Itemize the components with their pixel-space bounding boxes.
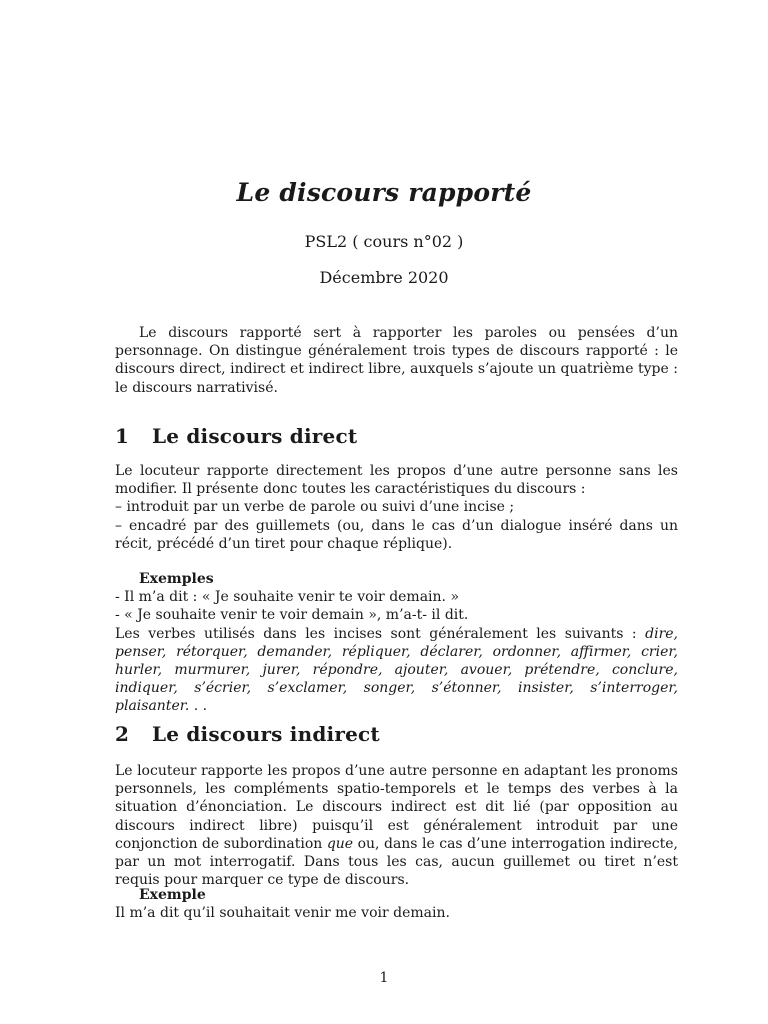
- verbs-list: dire, penser, rétorquer, demander, répliquer, déclarer, ordonner, affirmer, crier, hurler, murmurer, jurer, répondre, ajouter, avouer, prétendre, conclure, indiquer, s’écrier, s’exclamer, songer, s’étonner, insister, s’interroger, plaisanter. . .: [115, 625, 678, 715]
- section-2-body: [115, 762, 678, 889]
- page-number: 1: [379, 970, 389, 986]
- abstract-paragraph: Le discours rapporté sert à rapporter les paroles ou pensées d’un personnage. On distingue généralement trois types de discours rapporté : le discours direct, indirect et indirect libre, auxquels s’ajoute un quatrième type : le discours narrativisé.: [115, 325, 678, 396]
- example-1: - Il m’a dit : « Je souhaite venir te voir demain. »: [115, 589, 460, 606]
- section-1-bullet-2: – encadré par des guillemets (ou, dans le cas d’un dialogue inséré dans un récit, précédé d’un tiret pour chaque réplique).: [115, 517, 678, 552]
- examples-label: Exemples: [139, 571, 214, 587]
- section-2-heading: [115, 722, 380, 746]
- section-1-examples: [115, 570, 678, 716]
- verbs-intro: Les verbes utilisés dans les incises sont généralement les suivants :: [115, 625, 637, 642]
- example-sentence: Il m’a dit qu’il souhaitait venir me voir demain.: [115, 905, 450, 922]
- section-1-body: [115, 462, 678, 553]
- section-1-intro: Le locuteur rapporte directement les propos d’une autre personne sans les modifier. Il présente donc toutes les caractéristiques du discours :: [115, 463, 678, 498]
- document-date: Décembre 2020: [319, 268, 449, 287]
- section-2-text-part-2: ou, dans le cas d’une interrogation indirecte, par un mot interrogatif. Dans tous les cas, aucun guillemet ou tiret n’est requis pour marquer ce type de discours.: [115, 835, 678, 889]
- example-2: - « Je souhaite venir te voir demain », m’a-t- il dit.: [115, 607, 469, 624]
- section-1-bullet-1: – introduit par un verbe de parole ou suivi d’une incise ;: [115, 499, 515, 516]
- example-label: Exemple: [139, 887, 206, 903]
- section-2-number: 2: [115, 722, 130, 746]
- document-subtitle: PSL2 ( cours n°02 ): [304, 232, 464, 251]
- section-2-text-part-1: Le locuteur rapporte les propos d’une autre personne en adaptant les pronoms personnels, les compléments spatio-temporels et le temps des verbes à la situation d’énonciation. Le discours indirect est dit lié (par opposition au discours indirect libre) puisqu’il est généralement introduit par une conjonction de subordination: [115, 763, 678, 852]
- section-2-text-que: que: [326, 835, 354, 852]
- section-2-example: [115, 886, 678, 922]
- section-2-title: Le discours indirect: [152, 722, 380, 746]
- section-1-number: 1: [115, 424, 130, 448]
- section-1-title: Le discours direct: [152, 424, 358, 448]
- document-title: Le discours rapporté: [236, 178, 532, 207]
- section-1-heading: [115, 424, 357, 448]
